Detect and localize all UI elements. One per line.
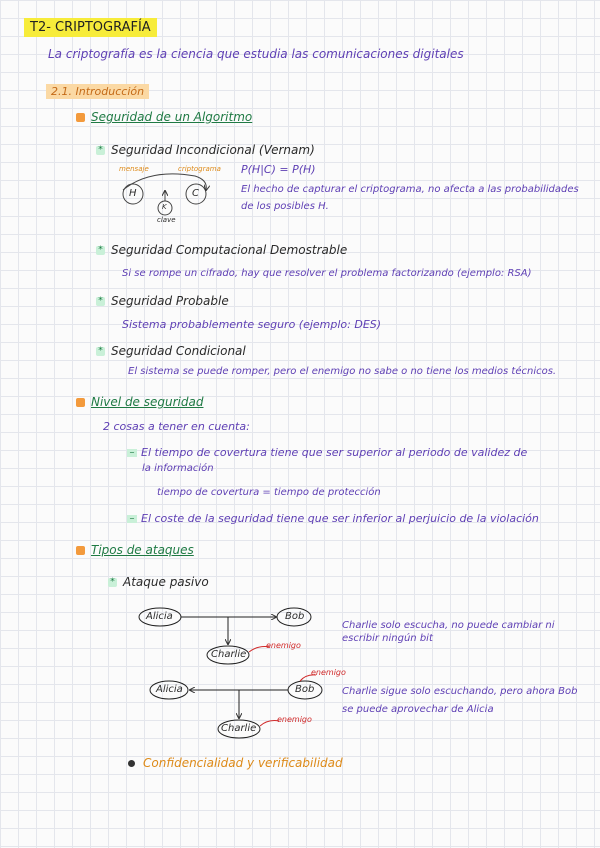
tipos-heading bbox=[76, 543, 194, 557]
condicional-heading bbox=[96, 344, 246, 358]
charlie-label-1: Charlie bbox=[211, 649, 247, 660]
criptograma-label: criptograma bbox=[178, 165, 221, 173]
diag1-note-1: Charlie solo escucha, no puede cambiar ni bbox=[342, 620, 555, 631]
computacional-desc: Si se rompe un cifrado, hay que resolver el problema factorizando (ejemplo: RSA) bbox=[122, 268, 532, 279]
condicional-label: Seguridad Condicional bbox=[111, 344, 246, 358]
alicia-label-2: Alicia bbox=[156, 684, 183, 695]
dark-bullet-icon bbox=[128, 760, 135, 767]
incondicional-desc-1: El hecho de capturar el criptograma, no afecta a las probabilidades bbox=[241, 184, 579, 195]
nivel-item-1-note: tiempo de covertura = tiempo de protección bbox=[157, 487, 381, 498]
green-bullet-icon: * bbox=[96, 146, 105, 155]
diag2-note-2: se puede aprovechar de Alicia bbox=[342, 704, 494, 715]
enemigo-label-2: enemigo bbox=[277, 715, 312, 724]
alicia-label-1: Alicia bbox=[146, 611, 173, 622]
probable-label: Seguridad Probable bbox=[111, 294, 229, 308]
dash-bullet-icon: – bbox=[127, 449, 137, 457]
charlie-label-2: Charlie bbox=[221, 723, 257, 734]
nivel-heading bbox=[76, 395, 203, 409]
k-label: K bbox=[162, 203, 167, 211]
enemigo-label-bob: enemigo bbox=[311, 668, 346, 677]
nivel-item-1 bbox=[127, 446, 527, 459]
computacional-label: Seguridad Computacional Demostrable bbox=[111, 243, 348, 257]
dash-bullet-icon: – bbox=[127, 515, 137, 523]
mensaje-label: mensaje bbox=[119, 165, 149, 173]
green-bullet-icon: * bbox=[96, 246, 105, 255]
nivel-item-2 bbox=[127, 512, 539, 525]
condicional-desc: El sistema se puede romper, pero el enemigo no sabe o no tiene los medios técnicos. bbox=[128, 366, 557, 377]
nivel-item-1-line-2: la información bbox=[142, 463, 214, 474]
nivel-item-2-text: El coste de la seguridad tiene que ser inferior al perjuicio de la violación bbox=[141, 512, 539, 525]
incondicional-label: Seguridad Incondicional (Vernam) bbox=[111, 143, 315, 157]
clave-label: clave bbox=[157, 216, 176, 224]
bob-label-2: Bob bbox=[295, 684, 315, 695]
confidencialidad-label: Confidencialidad y verificabilidad bbox=[143, 756, 343, 770]
diag2-note-1: Charlie sigue solo escuchando, pero ahora Bob bbox=[342, 686, 578, 697]
orange-bullet-icon bbox=[76, 546, 85, 555]
nivel-intro: 2 cosas a tener en cuenta: bbox=[103, 420, 250, 433]
confidencialidad-heading bbox=[128, 756, 343, 770]
c-label: C bbox=[192, 188, 199, 199]
title-text: T2- CRIPTOGRAFÍA bbox=[24, 18, 157, 37]
computacional-heading bbox=[96, 243, 347, 257]
orange-bullet-icon bbox=[76, 398, 85, 407]
green-bullet-icon: * bbox=[96, 347, 105, 356]
nivel-label: Nivel de seguridad bbox=[91, 395, 204, 409]
diag1-note-2: escribir ningún bit bbox=[342, 633, 433, 644]
pasivo-heading bbox=[108, 575, 209, 589]
seguridad-algoritmo-label: Seguridad de un Algoritmo bbox=[91, 110, 253, 124]
section-2-1-label: 2.1. Introducción bbox=[46, 84, 149, 99]
enemigo-label-1: enemigo bbox=[266, 641, 301, 650]
tipos-label: Tipos de ataques bbox=[91, 543, 194, 557]
nivel-item-1-text: El tiempo de covertura tiene que ser superior al periodo de validez de bbox=[141, 446, 528, 459]
probable-heading bbox=[96, 294, 229, 308]
h-label: H bbox=[129, 188, 137, 199]
bob-label-1: Bob bbox=[285, 611, 305, 622]
intro-text: La criptografía es la ciencia que estudia las comunicaciones digitales bbox=[48, 47, 464, 61]
green-bullet-icon: * bbox=[108, 578, 117, 587]
pasivo-label: Ataque pasivo bbox=[123, 575, 209, 589]
incondicional-formula: P(H|C) = P(H) bbox=[241, 163, 316, 176]
probable-desc: Sistema probablemente seguro (ejemplo: DES) bbox=[122, 318, 382, 331]
green-bullet-icon: * bbox=[96, 297, 105, 306]
incondicional-desc-2: de los posibles H. bbox=[241, 201, 329, 212]
